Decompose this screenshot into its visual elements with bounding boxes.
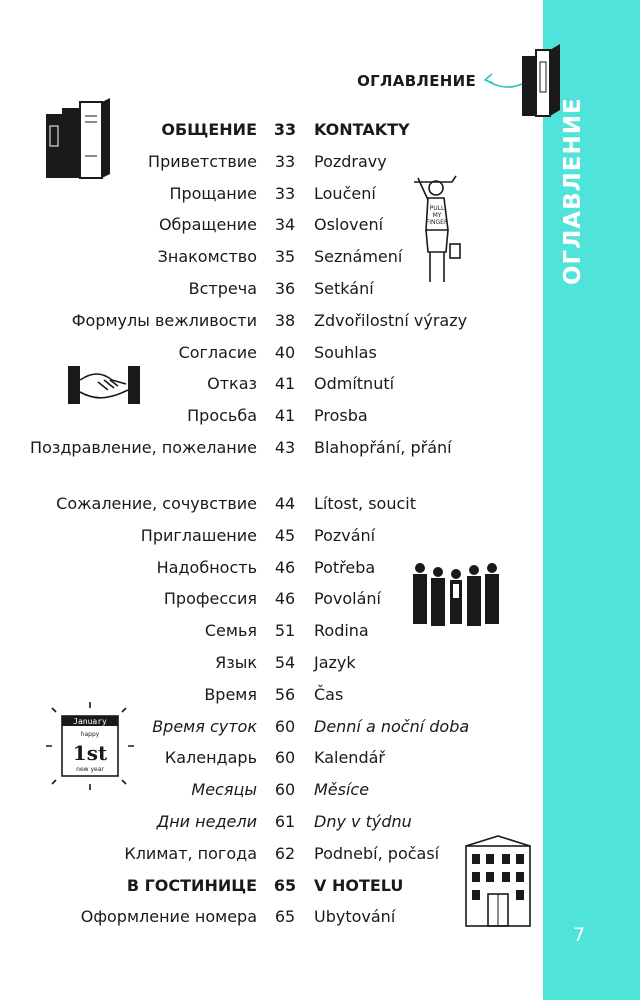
toc-entry-page: 35 [274,247,296,267]
toc-entry-page: 33 [274,183,296,203]
toc-entry-page: 33 [273,120,297,139]
svg-text:PULL: PULL [429,205,445,212]
toc-entry-czech: Povolání [314,589,381,609]
table-of-contents [0,114,540,933]
toc-entry-czech: Čas [314,684,344,704]
toc-entry-page: 38 [274,310,296,330]
toc-entry-russian: Приглашение [140,525,257,545]
toc-entry-czech: Kalendář [314,748,385,768]
toc-entry-russian: Согласие [178,342,257,362]
side-tab-strip [543,0,640,1000]
toc-entry-czech: Dny v týdnu [314,811,412,831]
toc-entry-russian: Язык [215,652,257,672]
toc-row[interactable] [0,337,540,369]
toc-entry-czech: Prosba [314,406,368,426]
toc-entry-russian: Дни недели [156,811,257,831]
toc-entry-czech: V HOTELU [314,875,404,895]
toc-row[interactable] [0,241,540,273]
toc-entry-czech: Blahopřání, přání [314,437,452,457]
calendar-top-text: happy [80,731,100,738]
toc-row[interactable] [0,806,540,838]
toc-entry-czech: Měsíce [314,780,370,800]
toc-entry-czech: Rodina [314,621,369,641]
toc-entry-czech: Jazyk [314,652,356,672]
toc-entry-czech: Podnebí, počasí [314,843,440,863]
toc-row[interactable] [0,615,540,647]
toc-entry-page: 45 [274,525,296,545]
toc-entry-russian: Формулы вежливости [71,310,257,330]
toc-row[interactable] [0,647,540,679]
svg-text:MY: MY [432,212,442,219]
toc-entry-russian: Поздравление, пожелание [30,437,257,457]
toc-entry-czech: Seznámení [314,247,403,267]
toc-row[interactable] [0,432,540,488]
toc-entry-russian: Оформление номера [80,907,257,927]
toc-entry-russian: Климат, погода [124,843,257,863]
toc-entry-page: 60 [274,748,296,768]
toc-entry-russian: Профессия [163,589,257,609]
toc-entry-czech: Pozdravy [314,151,387,171]
toc-row[interactable] [0,774,540,806]
svg-text:FINGER: FINGER [425,219,449,226]
page-number: 7 [572,924,586,946]
toc-entry-russian: Знакомство [157,247,257,267]
toc-entry-page: 36 [274,278,296,298]
toc-entry-russian: Просьба [187,406,257,426]
toc-entry-russian: Встреча [188,278,257,298]
toc-entry-czech: KONTAKTY [314,120,410,139]
toc-entry-czech: Setkání [314,278,374,298]
toc-row[interactable] [0,901,540,933]
toc-row[interactable] [0,488,540,520]
toc-entry-russian: Надобность [156,557,257,577]
toc-entry-russian: Сожаление, сочувствие [56,493,257,513]
toc-row[interactable] [0,679,540,711]
toc-entry-page: 61 [274,811,296,831]
toc-entry-czech: Souhlas [314,342,377,362]
side-tab-label-text: ОГЛАВЛЕНИЕ [560,97,586,285]
toc-entry-page: 65 [273,875,297,895]
toc-entry-russian: Отказ [207,374,257,394]
toc-entry-czech: Pozvání [314,525,376,545]
calendar-month-text: January [73,717,107,726]
toc-entry-page: 40 [274,342,296,362]
toc-entry-page: 34 [274,215,296,235]
toc-entry-russian: Время [204,684,257,704]
toc-entry-page: 33 [274,151,296,171]
toc-entry-page: 41 [274,406,296,426]
toc-entry-page: 41 [274,374,296,394]
toc-row[interactable] [0,838,540,870]
toc-row[interactable] [0,400,540,432]
toc-section-row[interactable] [0,114,540,146]
toc-entry-page: 60 [274,780,296,800]
toc-entry-russian: Месяцы [191,780,257,800]
toc-entry-page: 43 [274,437,296,457]
toc-entry-czech: Odmítnutí [314,374,395,394]
toc-row[interactable] [0,711,540,743]
toc-entry-russian: ОБЩЕНИЕ [161,120,257,139]
toc-row[interactable] [0,552,540,584]
toc-entry-czech: Loučení [314,183,376,203]
toc-entry-russian: Приветствие [148,151,257,171]
toc-entry-page: 60 [274,716,296,736]
toc-section-row[interactable] [0,870,540,902]
toc-entry-page: 54 [274,652,296,672]
calendar-bottom-text: new year [76,766,104,773]
toc-entry-russian: Календарь [164,748,257,768]
toc-row[interactable] [0,146,540,178]
toc-entry-russian: В ГОСТИНИЦЕ [126,875,257,895]
toc-entry-czech: Ubytování [314,907,396,927]
toc-entry-czech: Lítost, soucit [314,493,416,513]
toc-entry-page: 46 [274,557,296,577]
books-small-icon [520,42,570,122]
toc-row[interactable] [0,583,540,615]
toc-entry-page: 65 [274,907,296,927]
toc-row[interactable] [0,368,540,400]
toc-entry-page: 44 [274,493,296,513]
toc-entry-page: 46 [274,589,296,609]
toc-entry-page: 62 [274,843,296,863]
toc-entry-czech: Zdvořilostní výrazy [314,310,468,330]
toc-row[interactable] [0,742,540,774]
toc-row[interactable] [0,273,540,305]
calendar-day-text: 1st [72,741,108,765]
toc-entry-czech: Oslovení [314,215,384,235]
toc-entry-page: 56 [274,684,296,704]
toc-entry-russian: Время суток [152,716,257,736]
toc-entry-czech: Potřeba [314,557,376,577]
toc-row[interactable] [0,520,540,552]
toc-row[interactable] [0,305,540,337]
toc-entry-page: 51 [274,621,296,641]
toc-entry-russian: Семья [204,621,257,641]
toc-entry-russian: Обращение [158,215,257,235]
toc-header: ОГЛАВЛЕНИЕ [357,72,476,90]
toc-row[interactable] [0,178,540,210]
toc-entry-czech: Denní a noční doba [314,716,470,736]
toc-row[interactable] [0,209,540,241]
toc-entry-russian: Прощание [169,183,257,203]
